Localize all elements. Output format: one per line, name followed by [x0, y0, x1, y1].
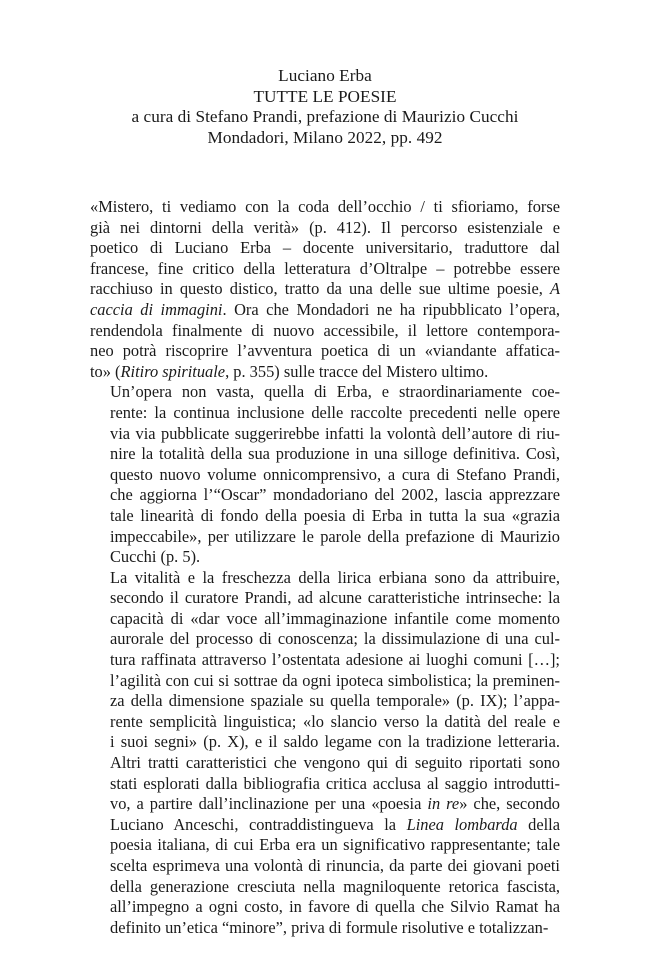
text-line [90, 279, 560, 300]
text-segment: rendendola finalmente di nuovo accessibile, il lettore contempora- [90, 320, 560, 340]
italic-title: Linea lombarda [406, 814, 518, 834]
text-line [90, 732, 560, 753]
text-line [90, 321, 560, 342]
text-line [90, 485, 560, 506]
text-line [90, 918, 560, 939]
text-line [90, 527, 560, 548]
text-segment: Cucchi (p. 5). [110, 547, 201, 567]
text-line [90, 835, 560, 856]
text-segment: racchiuso in questo distico, tratto da una delle sue ultime poesie, [90, 279, 550, 299]
publisher-info: Mondadori, Milano 2022, pp. 492 [207, 127, 443, 147]
text-segment: già nei dintorni della verità» (p. 412). Il percorso esistenziale e [90, 217, 560, 237]
italic-title: Ritiro spirituale [120, 361, 226, 381]
text-segment: che aggiorna l’“Oscar” mondadoriano del 2002, lascia apprezzare [110, 485, 560, 505]
text-line [90, 506, 560, 527]
review-body [90, 197, 560, 938]
text-segment: » che, secondo [459, 794, 560, 814]
text-line [90, 897, 560, 918]
book-editors: a cura di Stefano Prandi, prefazione di Maurizio Cucchi [131, 107, 519, 126]
text-line [90, 856, 560, 877]
text-line [90, 465, 560, 486]
text-segment: to» ( [90, 361, 121, 381]
text-segment: tura raffinata attraverso l’ostentata adesione ai luoghi comuni […]; [110, 650, 560, 670]
text-line [90, 629, 560, 650]
text-line [90, 774, 560, 795]
text-segment: questo nuovo volume onnicomprensivo, a cura di Stefano Prandi, [110, 464, 560, 484]
text-segment: poesia italiana, di cui Erba era un significativo rappresentante; tale [110, 835, 560, 855]
text-line [90, 712, 560, 733]
text-segment: , p. 355) sulle tracce del Mistero ultimo. [225, 361, 489, 381]
text-line [90, 609, 560, 630]
text-line [90, 753, 560, 774]
text-segment: secondo il curatore Prandi, ad alcune caratteristiche intrinseche: la [110, 588, 560, 608]
text-line [90, 362, 560, 383]
text-segment: aurorale del processo di conoscenza; la dissimulazione di una cul- [110, 629, 560, 649]
italic-title: caccia di immagini [90, 299, 223, 319]
text-segment: poetico di Luciano Erba – docente universitario, traduttore dal [90, 238, 560, 258]
text-segment: all’impegno a ogni costo, in favore di quella che Silvio Ramat ha [110, 897, 560, 917]
italic-title: in re [427, 794, 460, 814]
text-segment: La vitalità e la freschezza della lirica erbiana sono da attribuire, [110, 567, 560, 587]
text-segment: rente semplicità linguistica; «lo slancio verso la datità del reale e [110, 711, 560, 731]
italic-title: A [549, 279, 560, 299]
text-segment: . Ora che Mondadori ne ha ripubblicato l’opera, [222, 299, 560, 319]
text-line [90, 341, 560, 362]
review-paragraph [90, 197, 560, 382]
text-line [90, 238, 560, 259]
text-line [90, 588, 560, 609]
text-segment: francese, fine critico della letteratura d’Oltralpe – potrebbe essere [90, 258, 560, 278]
text-segment: stati esplorati dalla bibliografia critica acclusa al saggio introdutti- [110, 773, 560, 793]
text-line [90, 403, 560, 424]
text-segment: nire la totalità della sua produzione in una silloge definitiva. Così, [110, 444, 560, 464]
text-segment: della generazione cresciuta nella magniloquente retorica fascista, [110, 876, 560, 896]
text-segment: definito un’etica “minore”, priva di formule risolutive e totalizzan- [110, 917, 549, 937]
text-segment: Luciano Anceschi, contraddistingueva la [110, 814, 407, 834]
text-line [90, 259, 560, 280]
text-line [90, 300, 560, 321]
text-line [90, 547, 560, 568]
text-segment: impeccabile», per utilizzare le parole della prefazione di Maurizio [110, 526, 560, 546]
text-line [90, 568, 560, 589]
text-segment: «Mistero, ti vediamo con la coda dell’occhio / ti sfioriamo, forse [90, 197, 560, 216]
text-segment: della [517, 814, 560, 834]
text-line [90, 650, 560, 671]
text-segment: via via pubblicate suggerirebbe infatti la volontà dell’autore di riu- [110, 423, 560, 443]
review-paragraph [90, 382, 560, 567]
text-segment: vo, a partire dall’inclinazione per una «poesia [110, 794, 428, 814]
text-segment: scelta esprimeva una volontà di rinuncia, da parte dei giovani poeti [110, 856, 560, 875]
text-line [90, 218, 560, 239]
text-line [90, 815, 560, 836]
text-line [90, 382, 560, 403]
text-segment: capacità di «dar voce all’immaginazione infantile come momento [110, 608, 560, 628]
text-line [90, 877, 560, 898]
text-segment: Un’opera non vasta, quella di Erba, e straordinariamente coe- [110, 382, 560, 402]
review-paragraph [90, 568, 560, 939]
text-segment: tale linearità di fondo della poesia di Erba in tutta la sua «grazia [110, 505, 560, 525]
text-line [90, 197, 560, 218]
text-segment: rente: la continua inclusione delle raccolte precedenti nelle opere [110, 402, 560, 422]
text-segment: neo potrà riscoprire l’avventura poetica di un «viandante affatica- [90, 341, 560, 361]
book-header [90, 66, 560, 148]
book-title: TUTTE LE POESIE [253, 86, 397, 106]
text-line [90, 794, 560, 815]
text-line [90, 444, 560, 465]
text-segment: Altri tratti caratteristici che vengono qui di seguito riportati sono [110, 753, 560, 773]
text-segment: l’agilità con cui si sottrae da ogni ipoteca simbolistica; la preminen- [110, 670, 560, 690]
author-name: Luciano Erba [278, 66, 372, 85]
review-page [90, 66, 560, 938]
text-segment: i suoi segni» (p. X), e il saldo legame con la tradizione letteraria. [110, 732, 560, 752]
text-segment: za della dimensione spaziale su quella temporale» (p. IX); l’appa- [110, 691, 560, 711]
text-line [90, 691, 560, 712]
text-line [90, 671, 560, 692]
text-line [90, 424, 560, 445]
